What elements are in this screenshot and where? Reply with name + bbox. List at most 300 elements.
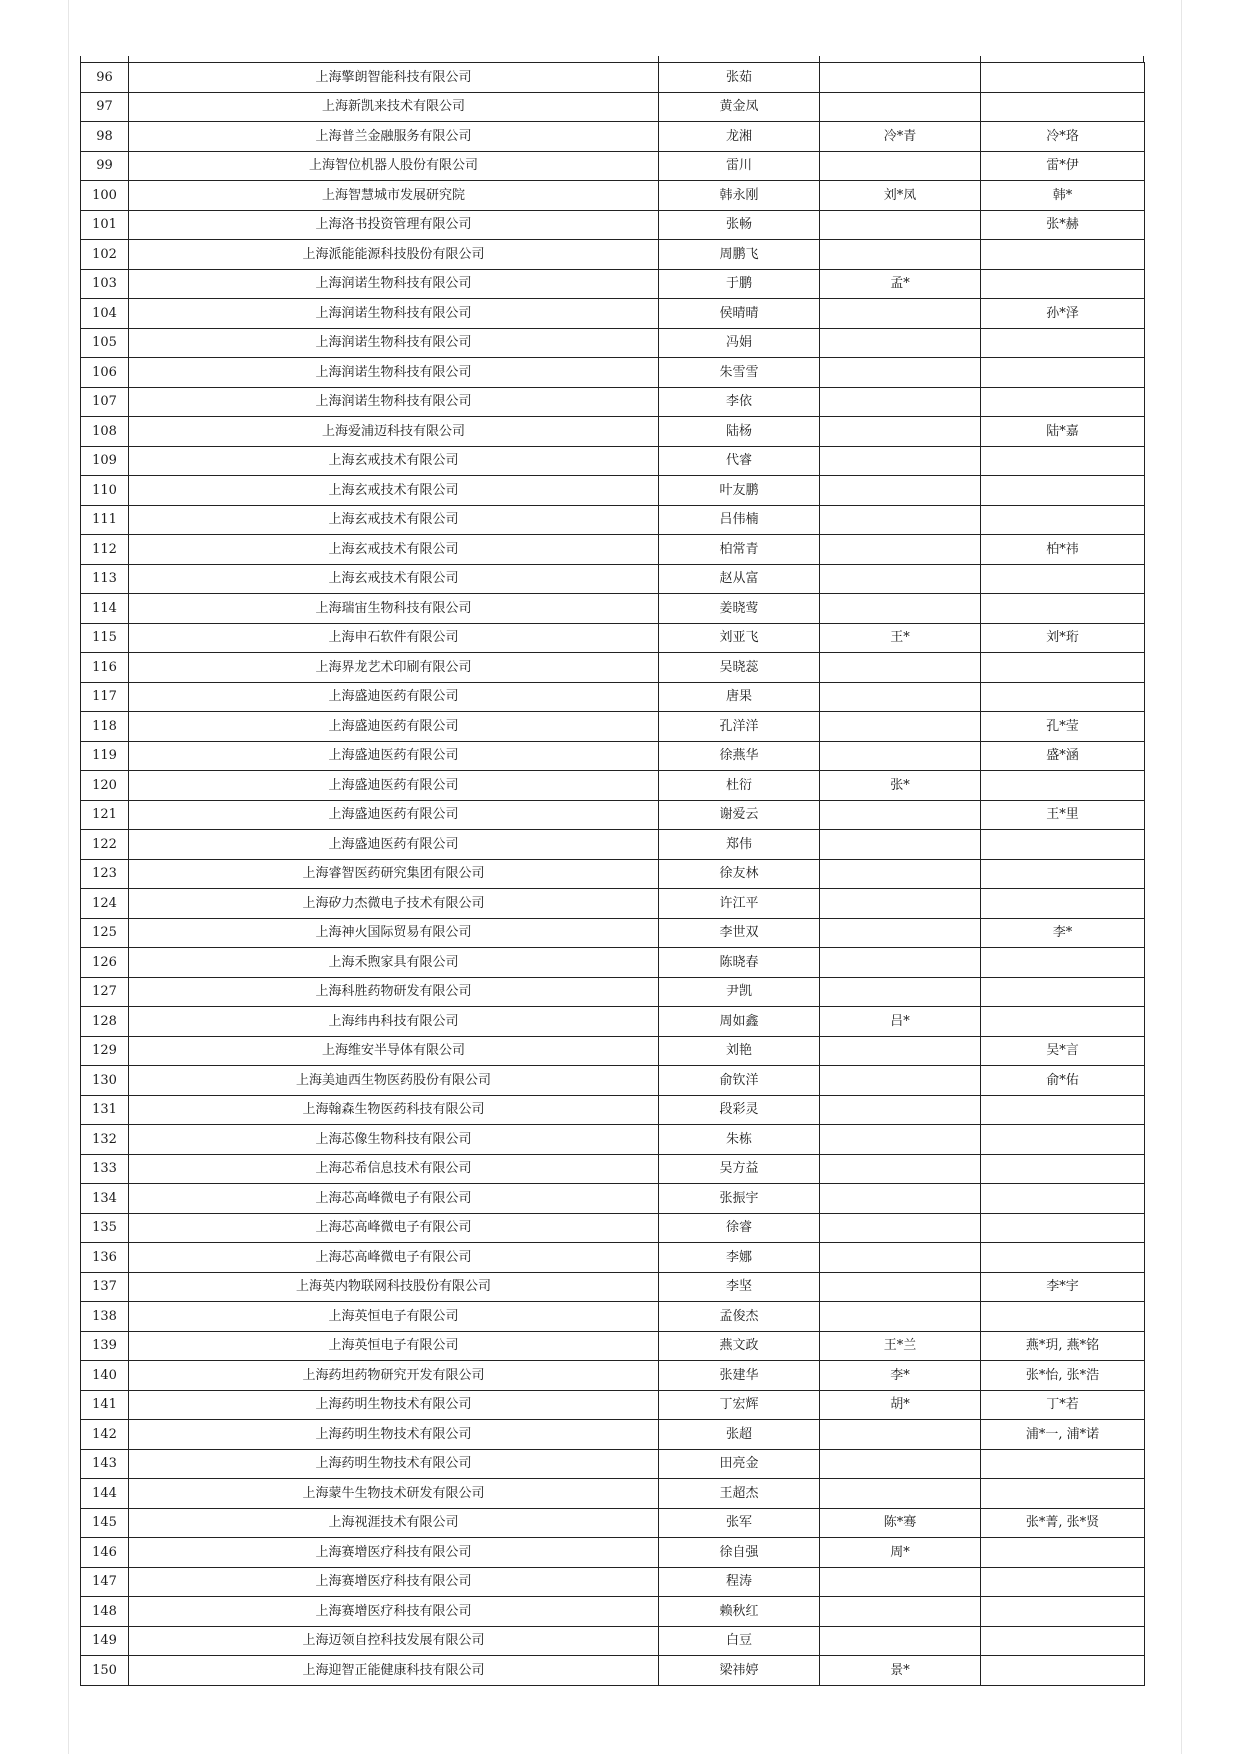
child-names-cell: [981, 564, 1145, 594]
row-number-cell: 129: [81, 1036, 129, 1066]
table-row: [81, 505, 1145, 535]
company-name-cell: 上海申石软件有限公司: [129, 623, 659, 653]
table-row: [81, 1361, 1145, 1391]
row-number-cell: 105: [81, 328, 129, 358]
child-names-cell: [981, 594, 1145, 624]
child-names-cell: [981, 1567, 1145, 1597]
company-name-cell: 上海智位机器人股份有限公司: [129, 151, 659, 181]
child-names-cell: [981, 476, 1145, 506]
child-names-cell: [981, 653, 1145, 683]
child-names-cell: 刘*珩: [981, 623, 1145, 653]
person-name-cell: 张建华: [659, 1361, 820, 1391]
company-name-cell: 上海芯像生物科技有限公司: [129, 1125, 659, 1155]
company-name-cell: 上海英恒电子有限公司: [129, 1331, 659, 1361]
row-number-cell: 148: [81, 1597, 129, 1627]
person-name-cell: 龙湘: [659, 122, 820, 152]
related-person-cell: [820, 1243, 981, 1273]
related-person-cell: [820, 1479, 981, 1509]
related-person-cell: [820, 1154, 981, 1184]
row-number-cell: 104: [81, 299, 129, 329]
person-name-cell: 徐睿: [659, 1213, 820, 1243]
child-names-cell: 王*里: [981, 800, 1145, 830]
company-name-cell: 上海翰森生物医药科技有限公司: [129, 1095, 659, 1125]
person-name-cell: 刘艳: [659, 1036, 820, 1066]
related-person-cell: 王*兰: [820, 1331, 981, 1361]
row-number-cell: 130: [81, 1066, 129, 1096]
child-names-cell: [981, 446, 1145, 476]
related-person-cell: [820, 63, 981, 93]
child-names-cell: [981, 1184, 1145, 1214]
person-name-cell: 徐自强: [659, 1538, 820, 1568]
person-name-cell: 周如鑫: [659, 1007, 820, 1037]
child-names-cell: [981, 859, 1145, 889]
row-number-cell: 132: [81, 1125, 129, 1155]
table-row: [81, 122, 1145, 152]
child-names-cell: 李*宇: [981, 1272, 1145, 1302]
table-row: [81, 1036, 1145, 1066]
company-name-cell: 上海盛迪医药有限公司: [129, 800, 659, 830]
child-names-cell: 孔*莹: [981, 712, 1145, 742]
person-name-cell: 代睿: [659, 446, 820, 476]
person-name-cell: 侯晴晴: [659, 299, 820, 329]
table-row: [81, 1095, 1145, 1125]
company-name-cell: 上海蒙牛生物技术研发有限公司: [129, 1479, 659, 1509]
company-name-cell: 上海迈领自控科技发展有限公司: [129, 1626, 659, 1656]
table-row: [81, 1243, 1145, 1273]
row-number-cell: 122: [81, 830, 129, 860]
company-name-cell: 上海视涯技术有限公司: [129, 1508, 659, 1538]
company-name-cell: 上海界龙艺术印刷有限公司: [129, 653, 659, 683]
table-row: [81, 1184, 1145, 1214]
company-name-cell: 上海盛迪医药有限公司: [129, 741, 659, 771]
row-number-cell: 115: [81, 623, 129, 653]
person-name-cell: 陆杨: [659, 417, 820, 447]
person-name-cell: 李依: [659, 387, 820, 417]
table-row: [81, 623, 1145, 653]
child-names-cell: [981, 269, 1145, 299]
person-name-cell: 杜衍: [659, 771, 820, 801]
child-names-cell: [981, 240, 1145, 270]
related-person-cell: [820, 387, 981, 417]
row-number-cell: 111: [81, 505, 129, 535]
row-number-cell: 99: [81, 151, 129, 181]
related-person-cell: 孟*: [820, 269, 981, 299]
child-names-cell: [981, 682, 1145, 712]
company-name-cell: 上海玄戒技术有限公司: [129, 564, 659, 594]
child-names-cell: [981, 358, 1145, 388]
row-number-cell: 96: [81, 63, 129, 93]
related-person-cell: [820, 653, 981, 683]
person-name-cell: 赵从富: [659, 564, 820, 594]
roster-table: [80, 62, 1145, 1686]
related-person-cell: [820, 859, 981, 889]
child-names-cell: [981, 328, 1145, 358]
related-person-cell: [820, 918, 981, 948]
row-number-cell: 98: [81, 122, 129, 152]
table-row: [81, 771, 1145, 801]
person-name-cell: 白豆: [659, 1626, 820, 1656]
row-number-cell: 149: [81, 1626, 129, 1656]
table-row: [81, 1420, 1145, 1450]
person-name-cell: 韩永刚: [659, 181, 820, 211]
company-name-cell: 上海赛增医疗科技有限公司: [129, 1597, 659, 1627]
company-name-cell: 上海维安半导体有限公司: [129, 1036, 659, 1066]
related-person-cell: [820, 210, 981, 240]
related-person-cell: [820, 1302, 981, 1332]
related-person-cell: [820, 1567, 981, 1597]
child-names-cell: [981, 1302, 1145, 1332]
child-names-cell: [981, 505, 1145, 535]
company-name-cell: 上海爱浦迈科技有限公司: [129, 417, 659, 447]
child-names-cell: [981, 1626, 1145, 1656]
company-name-cell: 上海英内物联网科技股份有限公司: [129, 1272, 659, 1302]
child-names-cell: [981, 1125, 1145, 1155]
row-number-cell: 147: [81, 1567, 129, 1597]
person-name-cell: 孔洋洋: [659, 712, 820, 742]
table-row: [81, 387, 1145, 417]
table-row: [81, 918, 1145, 948]
related-person-cell: 张*: [820, 771, 981, 801]
person-name-cell: 周鹏飞: [659, 240, 820, 270]
person-name-cell: 田亮金: [659, 1449, 820, 1479]
related-person-cell: [820, 1095, 981, 1125]
table-row: [81, 1007, 1145, 1037]
row-number-cell: 123: [81, 859, 129, 889]
company-name-cell: 上海芯高峰微电子有限公司: [129, 1213, 659, 1243]
company-name-cell: 上海禾煦家具有限公司: [129, 948, 659, 978]
child-names-cell: [981, 1095, 1145, 1125]
row-number-cell: 131: [81, 1095, 129, 1125]
company-name-cell: 上海瑞宙生物科技有限公司: [129, 594, 659, 624]
row-number-cell: 139: [81, 1331, 129, 1361]
child-names-cell: [981, 830, 1145, 860]
company-name-cell: 上海纬冉科技有限公司: [129, 1007, 659, 1037]
row-number-cell: 106: [81, 358, 129, 388]
person-name-cell: 尹凯: [659, 977, 820, 1007]
child-names-cell: [981, 1449, 1145, 1479]
person-name-cell: 谢爱云: [659, 800, 820, 830]
person-name-cell: 雷川: [659, 151, 820, 181]
row-number-cell: 120: [81, 771, 129, 801]
row-number-cell: 101: [81, 210, 129, 240]
related-person-cell: [820, 1213, 981, 1243]
row-number-cell: 145: [81, 1508, 129, 1538]
table-row: [81, 594, 1145, 624]
company-name-cell: 上海矽力杰微电子技术有限公司: [129, 889, 659, 919]
row-number-cell: 128: [81, 1007, 129, 1037]
row-number-cell: 119: [81, 741, 129, 771]
related-person-cell: 刘*凤: [820, 181, 981, 211]
company-name-cell: 上海润诺生物科技有限公司: [129, 328, 659, 358]
related-person-cell: 王*: [820, 623, 981, 653]
company-name-cell: 上海药明生物技术有限公司: [129, 1420, 659, 1450]
child-names-cell: 吴*言: [981, 1036, 1145, 1066]
row-number-cell: 121: [81, 800, 129, 830]
company-name-cell: 上海润诺生物科技有限公司: [129, 269, 659, 299]
related-person-cell: [820, 446, 981, 476]
table-row: [81, 92, 1145, 122]
table-row: [81, 1125, 1145, 1155]
row-number-cell: 138: [81, 1302, 129, 1332]
row-number-cell: 109: [81, 446, 129, 476]
child-names-cell: 盛*涵: [981, 741, 1145, 771]
related-person-cell: 李*: [820, 1361, 981, 1391]
table-row: [81, 564, 1145, 594]
related-person-cell: 周*: [820, 1538, 981, 1568]
related-person-cell: [820, 505, 981, 535]
company-name-cell: 上海玄戒技术有限公司: [129, 476, 659, 506]
table-row: [81, 1213, 1145, 1243]
child-names-cell: 冷*珞: [981, 122, 1145, 152]
child-names-cell: [981, 1243, 1145, 1273]
related-person-cell: [820, 240, 981, 270]
company-name-cell: 上海擎朗智能科技有限公司: [129, 63, 659, 93]
table-row: [81, 476, 1145, 506]
company-name-cell: 上海润诺生物科技有限公司: [129, 299, 659, 329]
row-number-cell: 118: [81, 712, 129, 742]
child-names-cell: 浦*一, 浦*诺: [981, 1420, 1145, 1450]
table-row: [81, 859, 1145, 889]
related-person-cell: [820, 1597, 981, 1627]
child-names-cell: [981, 1154, 1145, 1184]
company-name-cell: 上海普兰金融服务有限公司: [129, 122, 659, 152]
related-person-cell: [820, 1420, 981, 1450]
table-row: [81, 299, 1145, 329]
person-name-cell: 姜晓莺: [659, 594, 820, 624]
table-row: [81, 889, 1145, 919]
company-name-cell: 上海芯高峰微电子有限公司: [129, 1243, 659, 1273]
related-person-cell: [820, 1066, 981, 1096]
person-name-cell: 吕伟楠: [659, 505, 820, 535]
row-number-cell: 135: [81, 1213, 129, 1243]
table-row: [81, 1508, 1145, 1538]
table-row: [81, 151, 1145, 181]
related-person-cell: [820, 564, 981, 594]
row-number-cell: 143: [81, 1449, 129, 1479]
table-row: [81, 1449, 1145, 1479]
company-name-cell: 上海药明生物技术有限公司: [129, 1390, 659, 1420]
row-number-cell: 112: [81, 535, 129, 565]
person-name-cell: 丁宏辉: [659, 1390, 820, 1420]
table-row: [81, 712, 1145, 742]
table-row: [81, 1538, 1145, 1568]
child-names-cell: 张*菁, 张*贤: [981, 1508, 1145, 1538]
row-number-cell: 134: [81, 1184, 129, 1214]
table-row: [81, 1479, 1145, 1509]
row-number-cell: 108: [81, 417, 129, 447]
related-person-cell: [820, 299, 981, 329]
row-number-cell: 125: [81, 918, 129, 948]
table-row: [81, 977, 1145, 1007]
company-name-cell: 上海美迪西生物医药股份有限公司: [129, 1066, 659, 1096]
related-person-cell: [820, 1125, 981, 1155]
related-person-cell: [820, 417, 981, 447]
row-number-cell: 144: [81, 1479, 129, 1509]
related-person-cell: [820, 1626, 981, 1656]
roster-body: [81, 63, 1145, 1686]
person-name-cell: 郑伟: [659, 830, 820, 860]
person-name-cell: 孟俊杰: [659, 1302, 820, 1332]
table-row: [81, 358, 1145, 388]
table-row: [81, 181, 1145, 211]
company-name-cell: 上海智慧城市发展研究院: [129, 181, 659, 211]
child-names-cell: [981, 1656, 1145, 1686]
person-name-cell: 陈晓春: [659, 948, 820, 978]
related-person-cell: 景*: [820, 1656, 981, 1686]
table-row: [81, 682, 1145, 712]
person-name-cell: 张军: [659, 1508, 820, 1538]
row-number-cell: 110: [81, 476, 129, 506]
related-person-cell: [820, 476, 981, 506]
table-row: [81, 1390, 1145, 1420]
related-person-cell: [820, 1184, 981, 1214]
person-name-cell: 赖秋红: [659, 1597, 820, 1627]
company-name-cell: 上海派能能源科技股份有限公司: [129, 240, 659, 270]
related-person-cell: 吕*: [820, 1007, 981, 1037]
related-person-cell: [820, 712, 981, 742]
person-name-cell: 李世双: [659, 918, 820, 948]
child-names-cell: [981, 771, 1145, 801]
related-person-cell: [820, 535, 981, 565]
child-names-cell: [981, 387, 1145, 417]
child-names-cell: [981, 977, 1145, 1007]
table-row: [81, 1066, 1145, 1096]
person-name-cell: 徐燕华: [659, 741, 820, 771]
person-name-cell: 李坚: [659, 1272, 820, 1302]
person-name-cell: 刘亚飞: [659, 623, 820, 653]
table-row: [81, 269, 1145, 299]
related-person-cell: [820, 1036, 981, 1066]
table-row: [81, 417, 1145, 447]
row-number-cell: 107: [81, 387, 129, 417]
table-row: [81, 63, 1145, 93]
child-names-cell: 燕*玥, 燕*铭: [981, 1331, 1145, 1361]
related-person-cell: [820, 889, 981, 919]
row-number-cell: 113: [81, 564, 129, 594]
row-number-cell: 137: [81, 1272, 129, 1302]
row-number-cell: 146: [81, 1538, 129, 1568]
child-names-cell: [981, 1479, 1145, 1509]
person-name-cell: 徐友林: [659, 859, 820, 889]
child-names-cell: 柏*祎: [981, 535, 1145, 565]
related-person-cell: [820, 948, 981, 978]
person-name-cell: 梁祎婷: [659, 1656, 820, 1686]
table-row: [81, 1597, 1145, 1627]
row-number-cell: 116: [81, 653, 129, 683]
company-name-cell: 上海芯希信息技术有限公司: [129, 1154, 659, 1184]
company-name-cell: 上海神火国际贸易有限公司: [129, 918, 659, 948]
table-row: [81, 240, 1145, 270]
person-name-cell: 吴晓蕊: [659, 653, 820, 683]
child-names-cell: [981, 1538, 1145, 1568]
company-name-cell: 上海芯高峰微电子有限公司: [129, 1184, 659, 1214]
company-name-cell: 上海赛增医疗科技有限公司: [129, 1567, 659, 1597]
row-number-cell: 140: [81, 1361, 129, 1391]
table-row: [81, 1656, 1145, 1686]
company-name-cell: 上海睿智医药研究集团有限公司: [129, 859, 659, 889]
related-person-cell: [820, 358, 981, 388]
row-number-cell: 136: [81, 1243, 129, 1273]
row-number-cell: 150: [81, 1656, 129, 1686]
person-name-cell: 张畅: [659, 210, 820, 240]
child-names-cell: 雷*伊: [981, 151, 1145, 181]
company-name-cell: 上海盛迪医药有限公司: [129, 771, 659, 801]
related-person-cell: [820, 830, 981, 860]
table-row: [81, 800, 1145, 830]
row-number-cell: 100: [81, 181, 129, 211]
child-names-cell: [981, 1597, 1145, 1627]
row-number-cell: 133: [81, 1154, 129, 1184]
child-names-cell: 李*: [981, 918, 1145, 948]
table-row: [81, 210, 1145, 240]
company-name-cell: 上海玄戒技术有限公司: [129, 505, 659, 535]
person-name-cell: 段彩灵: [659, 1095, 820, 1125]
table-row: [81, 653, 1145, 683]
row-number-cell: 102: [81, 240, 129, 270]
person-name-cell: 黄金凤: [659, 92, 820, 122]
person-name-cell: 俞钦洋: [659, 1066, 820, 1096]
related-person-cell: [820, 594, 981, 624]
company-name-cell: 上海玄戒技术有限公司: [129, 535, 659, 565]
child-names-cell: 张*赫: [981, 210, 1145, 240]
person-name-cell: 程涛: [659, 1567, 820, 1597]
company-name-cell: 上海润诺生物科技有限公司: [129, 387, 659, 417]
person-name-cell: 朱栋: [659, 1125, 820, 1155]
child-names-cell: 孙*泽: [981, 299, 1145, 329]
company-name-cell: 上海赛增医疗科技有限公司: [129, 1538, 659, 1568]
person-name-cell: 朱雪雪: [659, 358, 820, 388]
child-names-cell: [981, 1007, 1145, 1037]
child-names-cell: [981, 948, 1145, 978]
row-number-cell: 127: [81, 977, 129, 1007]
related-person-cell: 胡*: [820, 1390, 981, 1420]
person-name-cell: 冯娟: [659, 328, 820, 358]
table-row: [81, 1567, 1145, 1597]
company-name-cell: 上海洛书投资管理有限公司: [129, 210, 659, 240]
related-person-cell: [820, 1272, 981, 1302]
table-row: [81, 1302, 1145, 1332]
company-name-cell: 上海玄戒技术有限公司: [129, 446, 659, 476]
person-name-cell: 李娜: [659, 1243, 820, 1273]
table-row: [81, 328, 1145, 358]
person-name-cell: 唐果: [659, 682, 820, 712]
row-number-cell: 141: [81, 1390, 129, 1420]
row-number-cell: 117: [81, 682, 129, 712]
table-row: [81, 1154, 1145, 1184]
table-row: [81, 535, 1145, 565]
related-person-cell: [820, 1449, 981, 1479]
table-row: [81, 1626, 1145, 1656]
child-names-cell: [981, 92, 1145, 122]
person-name-cell: 于鹏: [659, 269, 820, 299]
table-row: [81, 1272, 1145, 1302]
page-edge-left: [68, 0, 69, 1754]
person-name-cell: 张茹: [659, 63, 820, 93]
company-name-cell: 上海迎智正能健康科技有限公司: [129, 1656, 659, 1686]
person-name-cell: 吴方益: [659, 1154, 820, 1184]
child-names-cell: 韩*: [981, 181, 1145, 211]
company-name-cell: 上海盛迪医药有限公司: [129, 682, 659, 712]
person-name-cell: 王超杰: [659, 1479, 820, 1509]
table-row: [81, 446, 1145, 476]
company-name-cell: 上海盛迪医药有限公司: [129, 830, 659, 860]
company-name-cell: 上海英恒电子有限公司: [129, 1302, 659, 1332]
person-name-cell: 张超: [659, 1420, 820, 1450]
company-name-cell: 上海科胜药物研发有限公司: [129, 977, 659, 1007]
related-person-cell: [820, 92, 981, 122]
related-person-cell: [820, 741, 981, 771]
child-names-cell: [981, 1213, 1145, 1243]
